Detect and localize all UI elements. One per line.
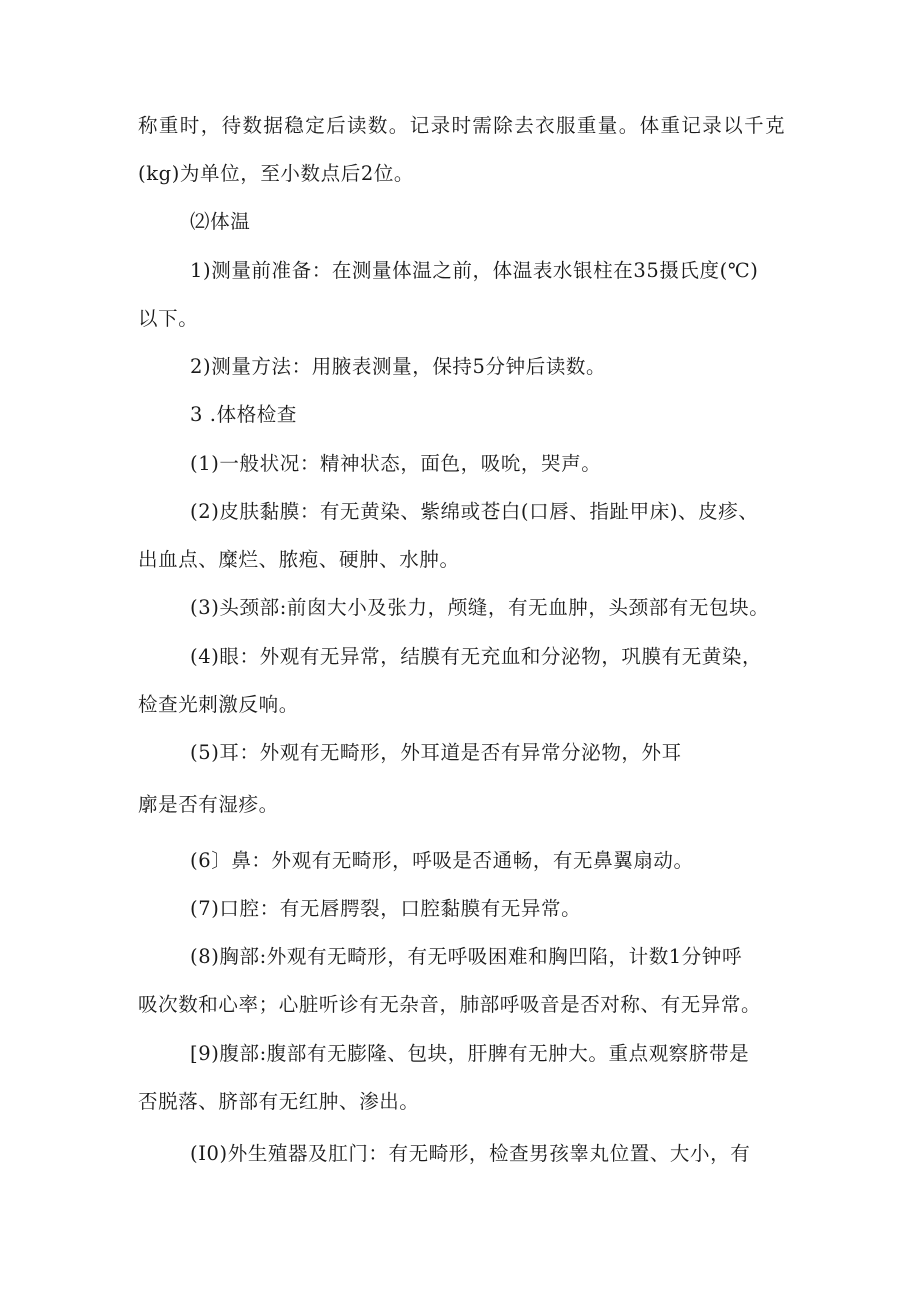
- text-line: 检查光刺激反响。: [138, 693, 299, 716]
- list-item: (7)口腔：有无唇腭裂，口腔黏膜有无异常。: [190, 897, 582, 920]
- list-item: (4)眼：外观有无异常，结膜有无充血和分泌物，巩膜有无黄染，: [190, 645, 763, 668]
- text-line: (kg)为单位，至小数点后2位。: [138, 162, 415, 185]
- text-line: 称重时，待数据稳定后读数。记录时需除去衣服重量。体重记录以千克: [138, 114, 786, 137]
- text-line: 2)测量方法：用腋表测量，保持5分钟后读数。: [190, 355, 607, 378]
- text-line: 1)测量前准备：在测量体温之前，体温表水银柱在35摄氏度(℃): [190, 259, 759, 282]
- list-item: (1)一般状况：精神状态，面色，吸吮，哭声。: [190, 452, 602, 475]
- text-line: 廓是否有湿疹。: [138, 793, 279, 816]
- text-line: 出血点、糜烂、脓疱、硬肿、水肿。: [138, 548, 460, 571]
- list-item: (6〕鼻：外观有无畸形，呼吸是否通畅，有无鼻翼扇动。: [190, 849, 694, 872]
- list-item: (8)胸部:外观有无畸形，有无呼吸困难和胸凹陷，计数1分钟呼: [190, 945, 743, 968]
- list-item: (I0)外生殖器及肛门：有无畸形，检查男孩睾丸位置、大小，有: [190, 1142, 751, 1165]
- section-heading: ⑵体温: [190, 210, 251, 233]
- list-item: [9)腹部:腹部有无膨隆、包块，肝脾有无肿大。重点观察脐带是: [190, 1042, 750, 1065]
- text-line: 以下。: [138, 307, 199, 330]
- text-line: 否脱落、脐部有无红肿、渗出。: [138, 1090, 420, 1113]
- text-line: 吸次数和心率；心脏听诊有无杂音，肺部呼吸音是否对称、有无异常。: [138, 993, 762, 1016]
- list-item: (3)头颈部:前囱大小及张力，颅缝，有无血肿，头颈部有无包块。: [190, 596, 770, 619]
- section-heading: 3 .体格检查: [190, 403, 298, 426]
- list-item: (2)皮肤黏膜：有无黄染、紫绵或苍白(口唇、指趾甲床)、皮疹、: [190, 500, 759, 523]
- list-item: (5)耳：外观有无畸形，外耳道是否有异常分泌物，外耳: [190, 741, 682, 764]
